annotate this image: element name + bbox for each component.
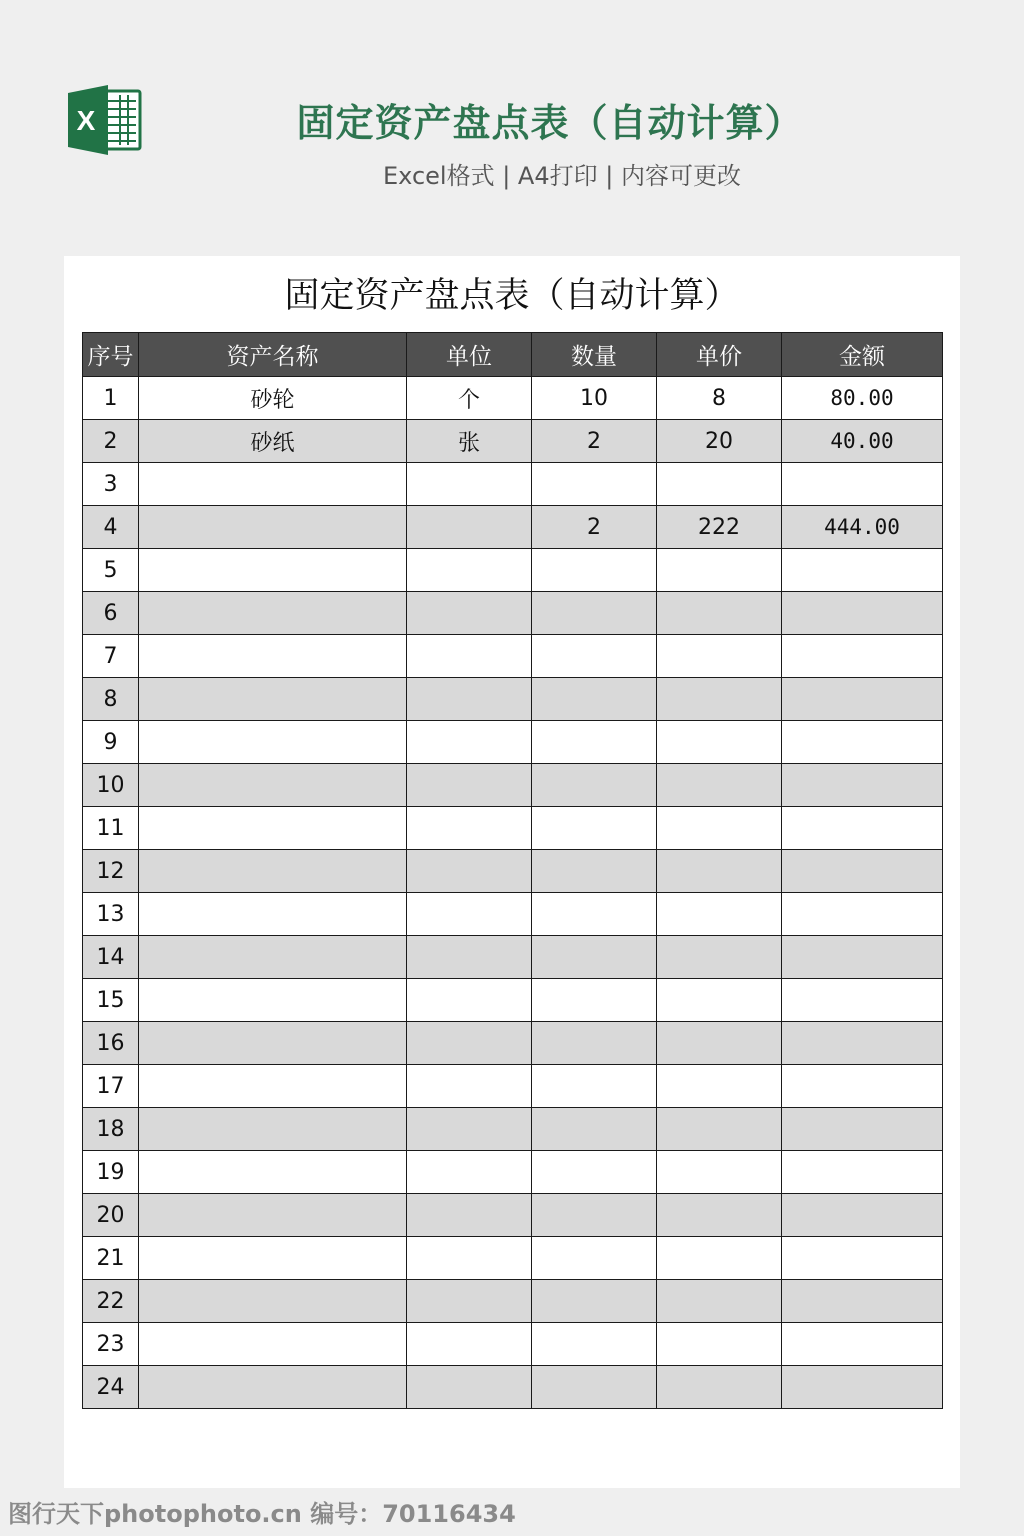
table-row (83, 1280, 943, 1323)
cell-unit[interactable] (407, 1151, 532, 1194)
cell-asset-name[interactable] (139, 463, 407, 506)
cell-unit[interactable] (407, 764, 532, 807)
table-row (83, 850, 943, 893)
cell-index[interactable]: 6 (83, 592, 139, 635)
logo-letter: X (76, 105, 96, 136)
cell-index[interactable]: 7 (83, 635, 139, 678)
cell-amount[interactable] (782, 635, 943, 678)
cell-quantity[interactable]: 2 (532, 506, 657, 549)
cell-quantity[interactable] (532, 850, 657, 893)
cell-quantity[interactable] (532, 807, 657, 850)
cell-asset-name[interactable] (139, 1194, 407, 1237)
cell-unit-price[interactable] (657, 764, 782, 807)
table-row (83, 377, 943, 420)
cell-unit[interactable] (407, 1022, 532, 1065)
table-row (83, 1065, 943, 1108)
cell-unit-price[interactable] (657, 678, 782, 721)
table-row (83, 764, 943, 807)
cell-asset-name[interactable]: 砂纸 (139, 420, 407, 463)
cell-amount[interactable] (782, 1194, 943, 1237)
cell-quantity[interactable] (532, 936, 657, 979)
cell-quantity[interactable] (532, 1280, 657, 1323)
cell-quantity[interactable] (532, 463, 657, 506)
table-row (83, 678, 943, 721)
cell-unit[interactable] (407, 893, 532, 936)
cell-asset-name[interactable] (139, 635, 407, 678)
cell-unit-price[interactable] (657, 979, 782, 1022)
cell-amount[interactable] (782, 936, 943, 979)
cell-quantity[interactable] (532, 1022, 657, 1065)
cell-amount[interactable] (782, 1366, 943, 1409)
table-row (83, 893, 943, 936)
cell-unit[interactable] (407, 1323, 532, 1366)
cell-asset-name[interactable] (139, 549, 407, 592)
cell-asset-name[interactable] (139, 936, 407, 979)
table-header-row (83, 333, 943, 377)
column-header-index: 序号 (83, 333, 139, 377)
cell-index[interactable]: 23 (83, 1323, 139, 1366)
column-header-amount: 金额 (782, 333, 943, 377)
cell-amount[interactable] (782, 678, 943, 721)
table-row (83, 1366, 943, 1409)
cell-index[interactable]: 11 (83, 807, 139, 850)
table-row (83, 1237, 943, 1280)
cell-amount[interactable] (782, 1237, 943, 1280)
table-row (83, 1323, 943, 1366)
cell-amount[interactable]: 80.00 (782, 377, 943, 420)
table-row (83, 463, 943, 506)
cell-unit[interactable] (407, 979, 532, 1022)
table-row (83, 936, 943, 979)
cell-unit[interactable] (407, 721, 532, 764)
table-row (83, 721, 943, 764)
column-header-quantity: 数量 (532, 333, 657, 377)
cell-amount[interactable] (782, 592, 943, 635)
cell-asset-name[interactable] (139, 1323, 407, 1366)
cell-unit[interactable] (407, 1366, 532, 1409)
cell-unit-price[interactable] (657, 1280, 782, 1323)
table-row (83, 1194, 943, 1237)
watermark-text: 图行天下photophoto.cn 编号：70116434 (8, 1500, 516, 1528)
cell-unit-price[interactable] (657, 1237, 782, 1280)
cell-unit-price[interactable] (657, 592, 782, 635)
cell-unit[interactable] (407, 1280, 532, 1323)
cell-quantity[interactable] (532, 893, 657, 936)
cell-unit[interactable] (407, 635, 532, 678)
cell-asset-name[interactable]: 砂轮 (139, 377, 407, 420)
cell-unit-price[interactable] (657, 1151, 782, 1194)
cell-index[interactable]: 5 (83, 549, 139, 592)
cell-quantity[interactable] (532, 1366, 657, 1409)
cell-unit[interactable] (407, 506, 532, 549)
cell-index[interactable]: 20 (83, 1194, 139, 1237)
cell-index[interactable]: 4 (83, 506, 139, 549)
cell-amount[interactable] (782, 1323, 943, 1366)
cell-asset-name[interactable] (139, 1280, 407, 1323)
table-row (83, 420, 943, 463)
cell-unit-price[interactable] (657, 893, 782, 936)
cell-index[interactable]: 16 (83, 1022, 139, 1065)
cell-quantity[interactable] (532, 1108, 657, 1151)
table-container (82, 332, 943, 1462)
cell-unit[interactable] (407, 1194, 532, 1237)
cell-amount[interactable] (782, 1151, 943, 1194)
table-row (83, 1022, 943, 1065)
cell-index[interactable]: 1 (83, 377, 139, 420)
cell-index[interactable]: 8 (83, 678, 139, 721)
sheet-title: 固定资产盘点表（自动计算） (284, 276, 740, 316)
cell-index[interactable]: 9 (83, 721, 139, 764)
cell-asset-name[interactable] (139, 807, 407, 850)
cell-unit-price[interactable] (657, 1366, 782, 1409)
cell-quantity[interactable] (532, 1237, 657, 1280)
cell-amount[interactable]: 40.00 (782, 420, 943, 463)
cell-unit-price[interactable] (657, 635, 782, 678)
cell-unit[interactable] (407, 592, 532, 635)
cell-amount[interactable] (782, 1065, 943, 1108)
cell-asset-name[interactable] (139, 1022, 407, 1065)
page-subtitle: Excel格式 | A4打印 | 内容可更改 (383, 162, 741, 190)
cell-quantity[interactable] (532, 592, 657, 635)
cell-asset-name[interactable] (139, 1151, 407, 1194)
table-row (83, 592, 943, 635)
column-header-unit: 单位 (407, 333, 532, 377)
table-row (83, 979, 943, 1022)
cell-quantity[interactable] (532, 764, 657, 807)
cell-quantity[interactable] (532, 721, 657, 764)
cell-asset-name[interactable] (139, 1237, 407, 1280)
cell-asset-name[interactable] (139, 1065, 407, 1108)
table-row (83, 549, 943, 592)
cell-amount[interactable] (782, 1022, 943, 1065)
cell-unit-price[interactable] (657, 1323, 782, 1366)
cell-index[interactable]: 13 (83, 893, 139, 936)
cell-amount[interactable] (782, 807, 943, 850)
cell-unit-price[interactable] (657, 1108, 782, 1151)
cell-asset-name[interactable] (139, 1108, 407, 1151)
page-title: 固定资产盘点表（自动计算） (296, 101, 804, 145)
cell-index[interactable]: 2 (83, 420, 139, 463)
cell-index[interactable]: 10 (83, 764, 139, 807)
cell-asset-name[interactable] (139, 764, 407, 807)
cell-asset-name[interactable] (139, 506, 407, 549)
table-row (83, 635, 943, 678)
cell-index[interactable]: 19 (83, 1151, 139, 1194)
cell-unit[interactable] (407, 678, 532, 721)
cell-asset-name[interactable] (139, 850, 407, 893)
asset-table (82, 332, 943, 1409)
cell-unit[interactable] (407, 936, 532, 979)
cell-index[interactable]: 3 (83, 463, 139, 506)
cell-unit-price[interactable] (657, 850, 782, 893)
cell-asset-name[interactable] (139, 979, 407, 1022)
cell-amount[interactable] (782, 721, 943, 764)
cell-unit-price[interactable] (657, 807, 782, 850)
cell-index[interactable]: 22 (83, 1280, 139, 1323)
cell-index[interactable]: 18 (83, 1108, 139, 1151)
cell-amount[interactable]: 444.00 (782, 506, 943, 549)
cell-asset-name[interactable] (139, 893, 407, 936)
table-row (83, 807, 943, 850)
cell-index[interactable]: 14 (83, 936, 139, 979)
cell-index[interactable]: 21 (83, 1237, 139, 1280)
cell-unit-price[interactable] (657, 1022, 782, 1065)
table-row (83, 1108, 943, 1151)
cell-quantity[interactable]: 2 (532, 420, 657, 463)
cell-index[interactable]: 17 (83, 1065, 139, 1108)
cell-quantity[interactable] (532, 1151, 657, 1194)
cell-unit-price[interactable] (657, 1065, 782, 1108)
cell-unit[interactable] (407, 850, 532, 893)
cell-amount[interactable] (782, 1280, 943, 1323)
cell-amount[interactable] (782, 893, 943, 936)
cell-index[interactable]: 24 (83, 1366, 139, 1409)
cell-unit[interactable] (407, 463, 532, 506)
cell-quantity[interactable] (532, 635, 657, 678)
cell-quantity[interactable] (532, 979, 657, 1022)
column-header-name: 资产名称 (139, 333, 407, 377)
cell-unit-price[interactable] (657, 936, 782, 979)
cell-index[interactable]: 12 (83, 850, 139, 893)
cell-quantity[interactable] (532, 1065, 657, 1108)
cell-quantity[interactable] (532, 1194, 657, 1237)
cell-unit[interactable]: 个 (407, 377, 532, 420)
cell-unit-price[interactable] (657, 721, 782, 764)
table-body (83, 377, 943, 1409)
cell-unit-price[interactable]: 222 (657, 506, 782, 549)
cell-amount[interactable] (782, 979, 943, 1022)
cell-amount[interactable] (782, 850, 943, 893)
cell-unit-price[interactable] (657, 463, 782, 506)
cell-quantity[interactable] (532, 1323, 657, 1366)
cell-quantity[interactable] (532, 549, 657, 592)
cell-unit[interactable] (407, 1237, 532, 1280)
cell-amount[interactable] (782, 1108, 943, 1151)
cell-index[interactable]: 15 (83, 979, 139, 1022)
column-header-price: 单价 (657, 333, 782, 377)
spreadsheet-page (64, 256, 960, 1488)
cell-asset-name[interactable] (139, 1366, 407, 1409)
table-row (83, 506, 943, 549)
cell-quantity[interactable]: 10 (532, 377, 657, 420)
cell-unit[interactable] (407, 549, 532, 592)
cell-asset-name[interactable] (139, 678, 407, 721)
cell-unit[interactable] (407, 1065, 532, 1108)
cell-amount[interactable] (782, 463, 943, 506)
cell-unit-price[interactable] (657, 1194, 782, 1237)
cell-amount[interactable] (782, 549, 943, 592)
table-row (83, 1151, 943, 1194)
cell-unit[interactable]: 张 (407, 420, 532, 463)
cell-asset-name[interactable] (139, 721, 407, 764)
cell-amount[interactable] (782, 764, 943, 807)
cell-unit-price[interactable]: 20 (657, 420, 782, 463)
cell-unit[interactable] (407, 807, 532, 850)
cell-asset-name[interactable] (139, 592, 407, 635)
cell-unit-price[interactable]: 8 (657, 377, 782, 420)
cell-quantity[interactable] (532, 678, 657, 721)
cell-unit-price[interactable] (657, 549, 782, 592)
cell-unit[interactable] (407, 1108, 532, 1151)
